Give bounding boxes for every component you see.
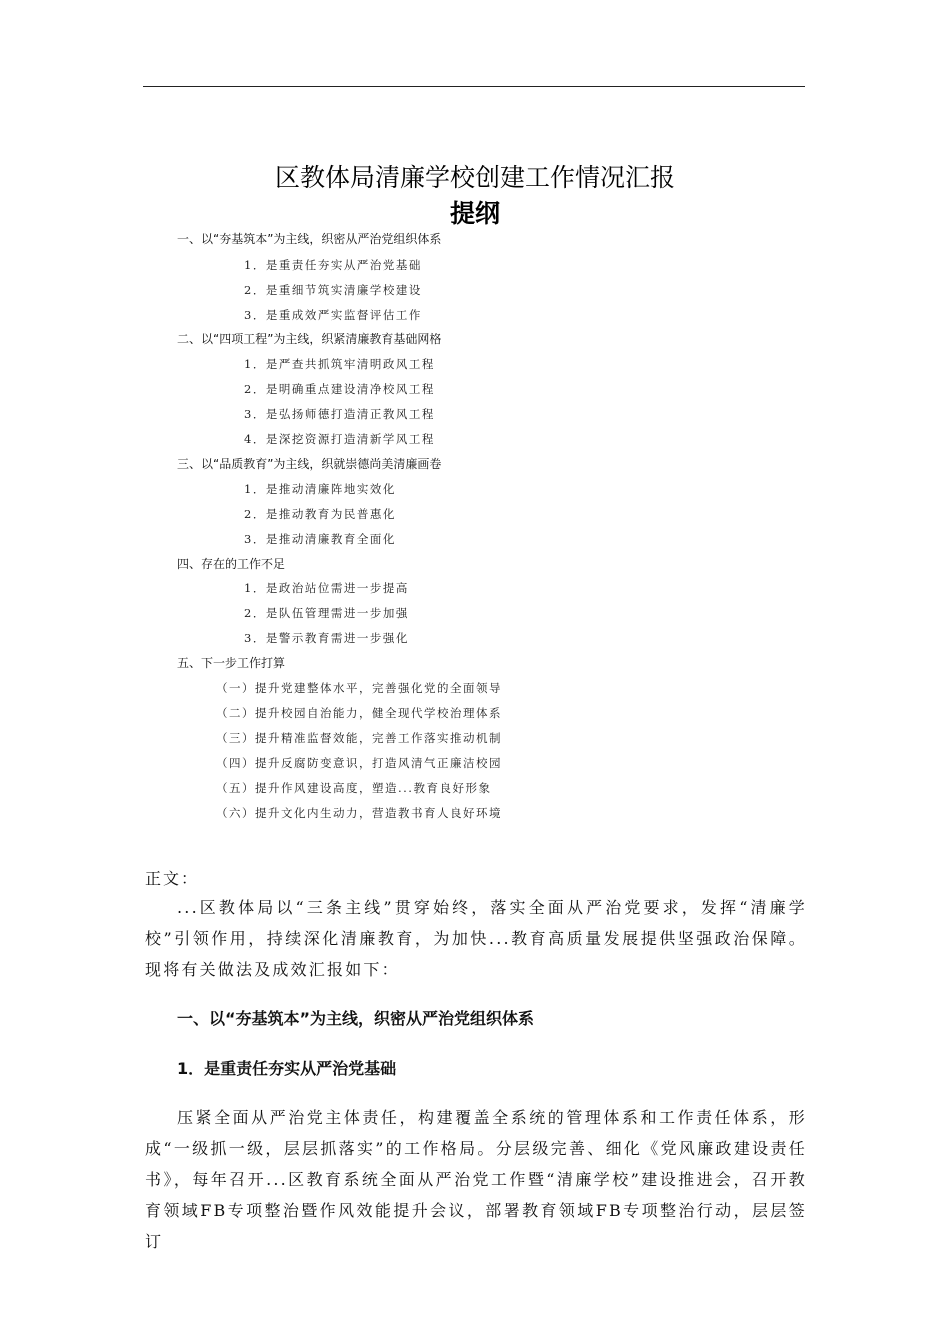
outline-heading-4: 四、存在的工作不足 — [177, 557, 286, 571]
outline-item: 3．是警示教育需进一步强化 — [244, 631, 409, 645]
outline-item: 3．是弘扬师德打造清正教风工程 — [244, 407, 435, 421]
document-subtitle: 提纲 — [449, 199, 500, 228]
body-label: 正文： — [145, 869, 200, 888]
outline-item: 2．是明确重点建设清净校风工程 — [244, 382, 435, 396]
outline-item: 1．是政治站位需进一步提高 — [244, 581, 409, 595]
outline-heading-3: 三、以“品质教育”为主线，织就崇德尚美清廉画卷 — [177, 457, 442, 471]
outline-heading-5: 五、下一步工作打算 — [177, 656, 286, 670]
outline-item: （二）提升校园自治能力，健全现代学校治理体系 — [216, 706, 502, 720]
outline-item: 3．是重成效严实监督评估工作 — [244, 308, 422, 322]
outline-item: 4．是深挖资源打造清新学风工程 — [244, 432, 435, 446]
outline-item: （一）提升党建整体水平，完善强化党的全面领导 — [216, 681, 502, 695]
outline-item: 2．是推动教育为民普惠化 — [244, 507, 396, 521]
outline-item: （六）提升文化内生动力，营造教书育人良好环境 — [216, 806, 502, 820]
outline-heading-2: 二、以“四项工程”为主线，织紧清廉教育基础网格 — [177, 332, 442, 346]
outline-item: 1．是重责任夯实从严治党基础 — [244, 258, 422, 272]
outline-item: （三）提升精准监督效能，完善工作落实推动机制 — [216, 731, 502, 745]
document-title: 区教体局清廉学校创建工作情况汇报 — [274, 163, 675, 192]
intro-paragraph: ...区教体局以“三条主线”贯穿始终，落实全面从严治党要求，发挥“清廉学校”引领作用，持续深化清廉教育，为加快...教育高质量发展提供坚强政治保障。现将有关做法及成效汇报如下： — [145, 898, 807, 979]
outline-item: （四）提升反腐防变意识，打造风清气正廉洁校园 — [216, 756, 502, 770]
subsection-heading: 1．是重责任夯实从严治党基础 — [177, 1059, 397, 1078]
section-paragraph: 压紧全面从严治党主体责任，构建覆盖全系统的管理体系和工作责任体系，形成“一级抓一级，层层抓落实”的工作格局。分层级完善、细化《党风廉政建设责任书》，每年召开...区教育系统全面从严治党工作暨“清廉学校”建设推进会，召开教育领域FB专项整治暨作风效能提升会议，部署教育领域FB专项整治行动，层层签订 — [145, 1108, 807, 1251]
intro-paragraph-block — [145, 892, 807, 985]
outline-item: 1．是严查共抓筑牢清明政风工程 — [244, 357, 435, 371]
outline-heading-1: 一、以“夯基筑本”为主线，织密从严治党组织体系 — [177, 232, 442, 246]
outline-item: （五）提升作风建设高度，塑造...教育良好形象 — [216, 781, 492, 795]
outline-item: 2．是队伍管理需进一步加强 — [244, 606, 409, 620]
outline-item: 3．是推动清廉教育全面化 — [244, 532, 396, 546]
section-heading: 一、以“夯基筑本”为主线，织密从严治党组织体系 — [177, 1009, 535, 1028]
header-rule — [143, 86, 805, 87]
outline-item: 1．是推动清廉阵地实效化 — [244, 482, 396, 496]
section-paragraph-block — [145, 1102, 807, 1257]
outline-item: 2．是重细节筑实清廉学校建设 — [244, 283, 422, 297]
